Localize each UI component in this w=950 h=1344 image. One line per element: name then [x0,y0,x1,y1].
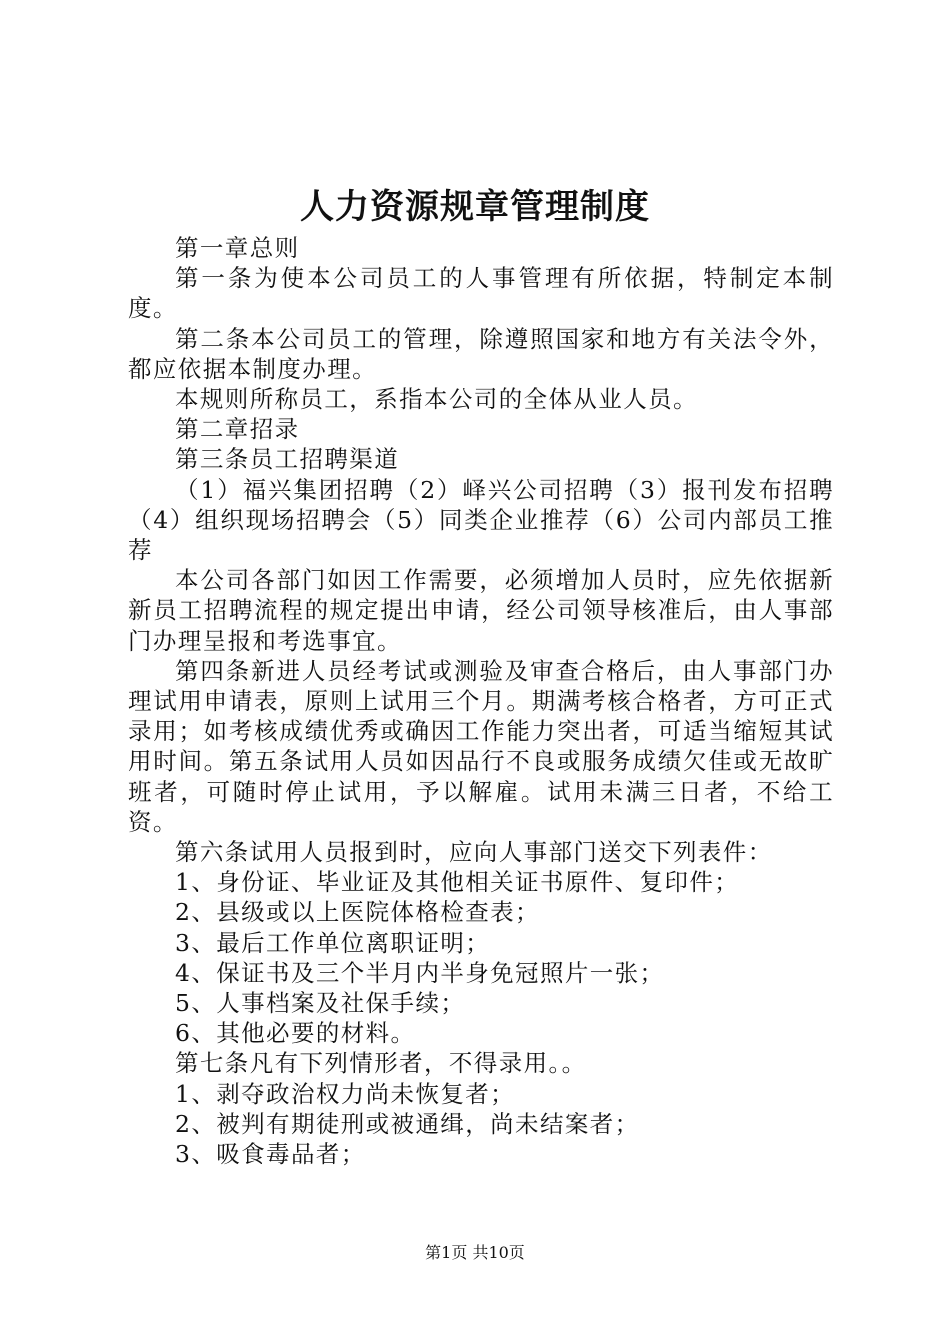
list-item: 3、最后工作单位离职证明； [175,928,491,957]
article-paragraph: 本规则所称员工，系指本公司的全体从业人员。 [175,385,698,414]
page-number-footer: 第1页 共10页 [425,1243,525,1262]
document-body [128,233,834,1169]
list-item: 4、保证书及三个半月内半身免冠照片一张； [175,958,665,987]
list-item: 1、身份证、毕业证及其他相关证书原件、复印件； [175,868,740,897]
list-item: 2、县级或以上医院体格检查表； [175,898,540,927]
article-paragraph: 第一条为使本公司员工的人事管理有所依据，特制定本制度。 [128,264,834,323]
article-paragraph: 本公司各部门如因工作需要，必须增加人员时，应先依据新新员工招聘流程的规定提出申请，经公司领导核准后，由人事部门办理呈报和考选事宜。 [128,566,834,655]
article-paragraph: 第六条试用人员报到时，应向人事部门送交下列表件： [175,838,773,867]
page-title: 人力资源规章管理制度 [300,187,650,227]
chapter-heading: 第二章招录 [175,415,300,444]
list-item: 1、剥夺政治权力尚未恢复者； [175,1079,516,1108]
list-item: 6、其他必要的材料。 [175,1019,416,1048]
list-item: 3、吸食毒品者； [175,1140,366,1169]
chapter-heading: 第一章总则 [175,234,300,262]
article-paragraph: 第三条员工招聘渠道 [175,445,400,474]
list-item: 2、被判有期徒刑或被通缉，尚未结案者； [175,1109,640,1138]
article-paragraph: 第四条新进人员经考试或测验及审查合格后，由人事部门办理试用申请表，原则上试用三个月。期满考核合格者，方可正式录用；如考核成绩优秀或确因工作能力突出者，可适当缩短其试用时间。第五条试用人员如因品行不良或服务成绩欠佳或无故旷班者，可随时停止试用，予以解雇。试用未满三日者，不给工资。 [128,656,834,836]
article-paragraph: 第七条凡有下列情形者，不得录用。。 [175,1049,587,1078]
article-paragraph: 第二条本公司员工的管理，除遵照国家和地方有关法令外，都应依据本制度办理。 [128,324,834,383]
article-paragraph: （1）福兴集团招聘（2）峄兴公司招聘（3）报刊发布招聘（4）组织现场招聘会（5）同类企业推荐（6）公司内部员工推荐 [128,475,834,565]
list-item: 5、人事档案及社保手续； [175,989,466,1018]
